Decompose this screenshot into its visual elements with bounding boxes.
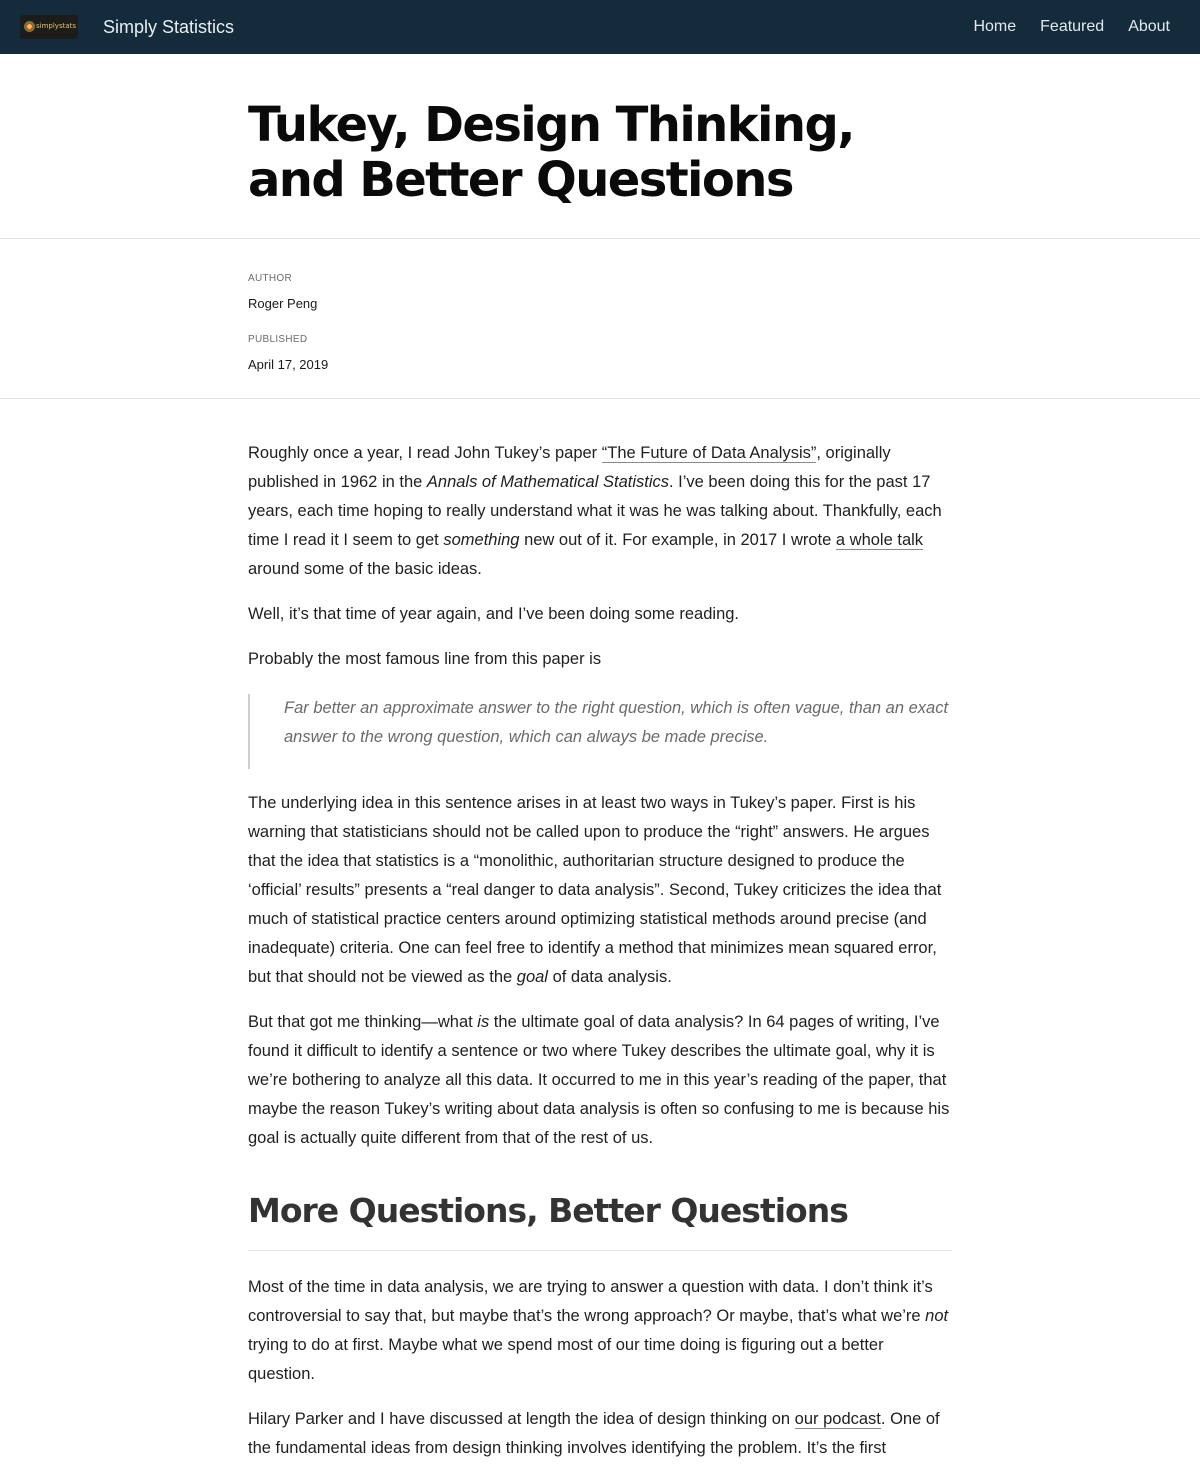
- paragraph: [248, 789, 952, 992]
- logo-text: simplystats: [36, 22, 77, 30]
- logo-icon: [24, 21, 35, 32]
- emphasis: not: [925, 1307, 949, 1325]
- emphasis: goal: [516, 968, 548, 986]
- text: new out of it. For example, in 2017 I wrote: [519, 531, 836, 549]
- top-navbar: [0, 0, 1200, 54]
- text: the ultimate goal of data analysis? In 64 pages of writing, I’ve found it difficult to identify a sentence or two where Tukey describes the ultimate goal, why it is we’re bothering to analyze all this data. It occurred to me in this year’s reading of the paper, that maybe the reason Tukey’s writing about data analysis is often so confusing to me is because his goal is actually quite different from that of the rest of us.: [248, 1013, 950, 1147]
- emphasis: something: [443, 531, 520, 549]
- published-block: [248, 333, 952, 374]
- nav-about[interactable]: About: [1128, 18, 1170, 35]
- text: The underlying idea in this sentence arises in at least two ways in Tukey’s paper. First is his warning that statisticians should not be called upon to produce the “right” answers. He argues that the idea that statistics is a “monolithic, authoritarian structure designed to produce the ‘official’ results” presents a “real danger to data analysis”. Second, Tukey criticizes the idea that much of statistical practice centers around optimizing statistical methods around precise (and inadequate) criteria. One can feel free to identify a method that minimizes mean squared error, but that should not be viewed as the: [248, 794, 942, 986]
- journal-name: Annals of Mathematical Statistics: [426, 473, 669, 491]
- author-label: AUTHOR: [248, 273, 293, 284]
- emphasis: is: [477, 1013, 490, 1031]
- published-label: PUBLISHED: [248, 334, 308, 345]
- post-body: [248, 439, 952, 1479]
- main-nav: [973, 17, 1170, 37]
- text: Roughly once a year, I read John Tukey’s paper: [248, 444, 602, 462]
- post-header: [248, 98, 952, 208]
- text: Most of the time in data analysis, we are trying to answer a question with data. I don’t think it’s controversial to say that, but maybe that’s the wrong approach? Or maybe, that’s what we’re: [248, 1278, 933, 1325]
- text: . One of the fundamental ideas from design thinking involves identifying the problem. It’s the first: [248, 1410, 940, 1457]
- text: around some of the basic ideas.: [248, 560, 482, 578]
- text: , originally published in 1962 in the: [248, 444, 891, 491]
- future-of-data-analysis-link[interactable]: “The Future of Data Analysis”: [601, 444, 817, 462]
- nav-featured[interactable]: Featured: [1040, 18, 1105, 35]
- tukey-quote: [248, 694, 952, 769]
- paragraph: [248, 1008, 952, 1153]
- text: trying to do at first. Maybe what we spend most of our time doing is figuring out a better question.: [248, 1336, 884, 1383]
- text: But that got me thinking—what: [248, 1013, 478, 1031]
- paragraph: [248, 1273, 952, 1389]
- paragraph: [248, 439, 952, 584]
- author-name: Roger Peng: [248, 296, 318, 311]
- nav-home[interactable]: Home: [973, 18, 1017, 35]
- author-block: [248, 272, 952, 313]
- published-date: April 17, 2019: [248, 357, 329, 372]
- text: . I’ve been doing this for the past 17 years, each time hoping to really understand what it was he was talking about. Thankfully, each time I read it I seem to get: [248, 473, 942, 549]
- site-title-link[interactable]: Simply Statistics: [103, 17, 235, 37]
- post-title: Tukey, Design Thinking, and Better Questions: [248, 97, 854, 208]
- text: of data analysis.: [547, 968, 672, 986]
- text: Hilary Parker and I have discussed at length the idea of design thinking on: [248, 1410, 795, 1428]
- our-podcast-link[interactable]: our podcast: [794, 1410, 881, 1428]
- paragraph: [248, 1405, 952, 1463]
- post-meta: [248, 272, 952, 374]
- divider: [0, 398, 1200, 399]
- paragraph: Well, it’s that time of year again, and I’ve been doing some reading.: [248, 605, 740, 623]
- whole-talk-link[interactable]: a whole talk: [835, 531, 924, 549]
- site-logo[interactable]: [20, 15, 78, 39]
- section-heading: More Questions, Better Questions: [248, 1189, 952, 1251]
- paragraph: Probably the most famous line from this paper is: [248, 650, 602, 668]
- divider: [0, 238, 1200, 239]
- quote-text: Far better an approximate answer to the right question, which is often vague, than an exact answer to the wrong question, which can always be made precise.: [284, 699, 949, 746]
